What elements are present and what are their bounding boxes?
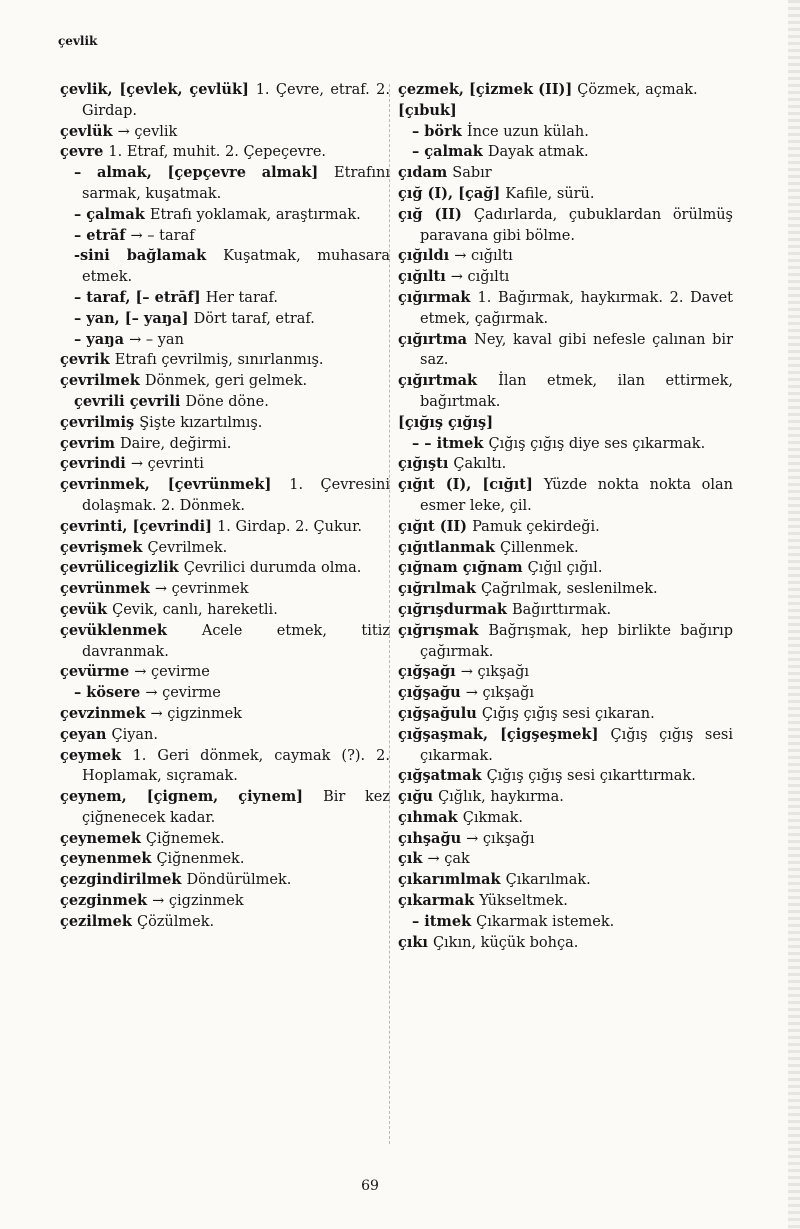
entry-definition: Pamuk çekirdeği. <box>472 518 600 535</box>
entry-definition: Çığlık, haykırma. <box>438 789 564 806</box>
entry-headword: – etrāf <box>74 226 131 244</box>
dictionary-entry <box>398 454 733 475</box>
dictionary-entry <box>60 163 390 205</box>
entry-headword: çevre <box>60 143 109 161</box>
dictionary-entry <box>60 309 390 330</box>
entry-headword: [çıbuk] <box>398 101 457 119</box>
entry-headword: çığıtlanmak <box>398 538 500 556</box>
dictionary-entry <box>60 246 390 288</box>
entry-headword: – kösere <box>74 684 146 702</box>
dictionary-entry <box>60 891 390 912</box>
dictionary-entry <box>60 122 390 143</box>
entry-headword: çevrinmek, [çevrünmek] <box>60 476 290 494</box>
dictionary-entry <box>398 787 733 808</box>
entry-headword: -sini bağlamak <box>74 247 224 265</box>
dictionary-entry <box>60 350 390 371</box>
dictionary-entry <box>398 870 733 891</box>
dictionary-entry <box>60 226 390 247</box>
entry-headword: – itmek <box>412 912 477 930</box>
dictionary-entry <box>398 434 733 455</box>
dictionary-entry <box>60 558 390 579</box>
dictionary-entry <box>398 475 733 517</box>
dictionary-entry <box>60 579 390 600</box>
entry-headword: çıkı <box>398 933 433 951</box>
dictionary-entry <box>60 413 390 434</box>
entry-headword: çevrik <box>60 351 115 369</box>
entry-headword: çevrim <box>60 434 121 452</box>
entry-headword: – çalmak <box>412 143 488 161</box>
entry-headword: çıhmak <box>398 808 463 826</box>
entry-headword: çığıldı <box>398 247 455 265</box>
entry-headword: çığşağu <box>398 684 466 702</box>
dictionary-entry <box>398 704 733 725</box>
entry-headword: – börk <box>412 122 467 140</box>
dictionary-entry <box>398 600 733 621</box>
entry-headword: çıhşağu <box>398 829 467 847</box>
entry-definition: → çevirme <box>145 685 221 702</box>
entry-headword: çığu <box>398 788 439 806</box>
entry-definition: Bir kez çiğnenecek kadar. <box>82 789 391 826</box>
entry-headword: çığşaşmak, [çigşeşmek] <box>398 725 611 743</box>
entry-headword: – çalmak <box>74 205 150 223</box>
entry-headword: [çığış çığış] <box>398 413 494 431</box>
dictionary-entry <box>60 517 390 538</box>
entry-headword: çevlük <box>60 122 118 140</box>
dictionary-entry <box>398 80 733 101</box>
entry-headword: çıdam <box>398 164 453 182</box>
entry-headword: çıkarımlmak <box>398 871 506 889</box>
dictionary-entry <box>398 829 733 850</box>
entry-definition: Çığış çığış sesi çıkarmak. <box>420 726 733 764</box>
entry-headword: çığ (II) <box>398 205 474 223</box>
dictionary-entry <box>60 475 390 517</box>
entry-definition: Dayak atmak. <box>487 144 589 161</box>
dictionary-entry <box>60 371 390 392</box>
entry-headword: – – itmek <box>412 434 489 452</box>
entry-definition: 1. Etraf, muhit. 2. Çepeçevre. <box>108 144 327 161</box>
entry-definition: Etrafını sarmak, kuşatmak. <box>82 165 390 202</box>
entry-headword: çevrinti, [çevrindi] <box>60 517 218 535</box>
entry-definition: Çakıltı. <box>453 456 507 473</box>
dictionary-entry <box>398 101 733 122</box>
entry-headword: çıkarmak <box>398 892 480 910</box>
entry-headword: çevrülicegizlik <box>60 559 184 577</box>
entry-definition: Çığış çığış diye ses çıkarmak. <box>488 435 706 452</box>
entry-headword: çığırtma <box>398 330 475 348</box>
right-column <box>398 80 733 953</box>
dictionary-entry <box>398 849 733 870</box>
entry-definition: → çigzinmek <box>152 893 244 910</box>
entry-definition: → – yan <box>129 331 184 348</box>
dictionary-entry <box>60 621 390 663</box>
entry-definition: 1. Girdap. 2. Çukur. <box>217 518 363 535</box>
entry-headword: çığnam çığnam <box>398 559 528 577</box>
entry-definition: Bağırttırmak. <box>511 601 612 618</box>
entry-definition: 1. Geri dönmek, caymak (?). 2. Hoplamak, sıçramak. <box>82 747 390 785</box>
dictionary-entry <box>398 122 733 143</box>
dictionary-entry <box>398 808 733 829</box>
running-header: çevlik <box>58 34 98 48</box>
entry-definition: → çevrinmek <box>154 581 249 598</box>
dictionary-entry <box>60 683 390 704</box>
entry-headword: – yaŋa <box>74 330 130 348</box>
entry-definition: Etrafı yoklamak, araştırmak. <box>149 206 361 223</box>
entry-headword: çevük <box>60 600 113 618</box>
entry-headword: – yan, [– yaŋa] <box>74 309 194 327</box>
entry-definition: 1. Çevresini dolaşmak. 2. Dönmek. <box>82 477 390 514</box>
entry-definition: İnce uzun külah. <box>466 123 589 140</box>
entry-definition: Daire, değirmi. <box>120 435 232 452</box>
entry-headword: çığırmak <box>398 288 478 306</box>
entry-headword: çığıt (II) <box>398 517 473 535</box>
entry-definition: Çevrilici durumda olma. <box>183 560 362 577</box>
dictionary-entry <box>398 246 733 267</box>
dictionary-entry <box>60 454 390 475</box>
entry-definition: Döne döne. <box>185 393 269 410</box>
entry-definition: → çıkşağı <box>460 664 530 681</box>
dictionary-entry <box>398 558 733 579</box>
entry-definition: Ney, kaval gibi nefesle çalınan bir saz. <box>420 331 733 369</box>
dictionary-entry <box>60 538 390 559</box>
entry-definition: Çevik, canlı, hareketli. <box>112 601 278 618</box>
dictionary-entry <box>398 288 733 330</box>
entry-headword: çığırtmak <box>398 372 499 390</box>
entry-definition: Çıkarmak istemek. <box>476 913 615 930</box>
entry-definition: Döndürülmek. <box>186 872 292 889</box>
entry-definition: → çevrinti <box>130 456 204 473</box>
dictionary-entry <box>398 330 733 372</box>
entry-headword: çezmek, [çizmek (II)] <box>398 81 578 98</box>
entry-definition: Sabır <box>452 165 492 182</box>
entry-definition: Çağrılmak, seslenilmek. <box>480 581 658 598</box>
entry-definition: Çığış çığış sesi çıkarttırmak. <box>486 768 696 785</box>
dictionary-entry <box>398 413 733 434</box>
entry-definition: → – taraf <box>130 227 195 244</box>
dictionary-entry <box>398 517 733 538</box>
dictionary-entry <box>60 704 390 725</box>
entry-headword: çığşatmak <box>398 767 487 785</box>
entry-definition: → çevirme <box>134 664 210 681</box>
entry-headword: çevrili çevrili <box>74 392 186 410</box>
entry-headword: çığıt (I), [cığıt] <box>398 476 544 494</box>
entry-definition: Çiğnemek. <box>145 830 225 847</box>
dictionary-entry <box>398 579 733 600</box>
entry-definition: Acele etmek, titiz davranmak. <box>82 622 390 660</box>
dictionary-entry <box>398 538 733 559</box>
entry-definition: Etrafı çevrilmiş, sınırlanmış. <box>114 352 324 369</box>
dictionary-entry <box>398 766 733 787</box>
dictionary-entry <box>60 434 390 455</box>
entry-definition: Çadırlarda, çubuklardan örülmüş paravana gibi bölme. <box>420 206 733 244</box>
entry-definition: Çığıl çığıl. <box>527 560 603 577</box>
entry-definition: Kafile, sürü. <box>505 185 595 202</box>
entry-headword: çevrişmek <box>60 538 148 556</box>
page-edge-shadow <box>788 0 800 1229</box>
entry-headword: çığıştı <box>398 455 454 473</box>
entry-definition: Çillenmek. <box>499 539 579 556</box>
dictionary-entry <box>60 849 390 870</box>
dictionary-entry <box>60 600 390 621</box>
dictionary-entry <box>60 870 390 891</box>
dictionary-entry <box>60 205 390 226</box>
dictionary-entry <box>60 662 390 683</box>
entry-headword: çezgindirilmek <box>60 871 187 889</box>
entry-headword: çezginmek <box>60 892 153 910</box>
entry-headword: çığşağulu <box>398 704 482 722</box>
left-column <box>60 80 390 933</box>
dictionary-entry <box>60 746 390 788</box>
entry-headword: çığrışdurmak <box>398 600 512 618</box>
entry-headword: çeymek <box>60 746 133 764</box>
entry-definition: 1. Çevre, etraf. 2. Girdap. <box>82 82 390 119</box>
dictionary-entry <box>398 184 733 205</box>
dictionary-entry <box>60 392 390 413</box>
dictionary-entry <box>398 142 733 163</box>
entry-headword: çeynem, [çignem, çiynem] <box>60 788 324 806</box>
entry-definition: İlan etmek, ilan ettirmek, bağırtmak. <box>420 373 733 410</box>
entry-definition: Dönmek, geri gelmek. <box>144 373 308 390</box>
dictionary-entry <box>60 80 390 122</box>
entry-headword: çezilmek <box>60 912 137 930</box>
entry-headword: çık <box>398 850 428 868</box>
entry-definition: → çak <box>427 851 470 868</box>
dictionary-entry <box>60 142 390 163</box>
entry-definition: Yüzde nokta nokta olan esmer leke, çil. <box>420 477 734 514</box>
entry-headword: çevrünmek <box>60 580 155 598</box>
entry-definition: Çözülmek. <box>136 913 215 930</box>
entry-definition: Dört taraf, etraf. <box>193 310 315 327</box>
entry-headword: çığrılmak <box>398 580 481 598</box>
dictionary-entry <box>398 891 733 912</box>
entry-headword: çığşağı <box>398 663 461 681</box>
entry-definition: Çevrilmek. <box>147 539 228 556</box>
entry-definition: → çevlik <box>117 123 178 140</box>
dictionary-entry <box>398 662 733 683</box>
entry-definition: → çigzinmek <box>150 705 242 722</box>
dictionary-entry <box>398 267 733 288</box>
dictionary-entry <box>60 288 390 309</box>
entry-headword: çevürme <box>60 663 135 681</box>
entry-definition: → çıkşağı <box>465 685 535 702</box>
entry-headword: çığ (I), [çağ] <box>398 184 506 202</box>
entry-definition: Çıkarılmak. <box>505 872 591 889</box>
entry-headword: çevrilmiş <box>60 413 140 431</box>
entry-headword: – taraf, [– etrāf] <box>74 288 206 306</box>
entry-headword: çeynenmek <box>60 850 157 868</box>
dictionary-entry <box>60 912 390 933</box>
entry-headword: çevrindi <box>60 455 131 473</box>
dictionary-entry <box>60 330 390 351</box>
dictionary-entry <box>398 621 733 663</box>
entry-headword: çığıltı <box>398 268 451 286</box>
entry-definition: Çıkın, küçük bohça. <box>432 934 579 951</box>
entry-headword: çevlik, [çevlek, çevlük] <box>60 81 256 98</box>
entry-definition: → cığıltı <box>454 248 513 265</box>
dictionary-entry <box>60 829 390 850</box>
entry-headword: çığrışmak <box>398 621 489 639</box>
entry-definition: Kuşatmak, muhasara etmek. <box>82 248 390 286</box>
entry-definition: Çıkmak. <box>462 809 524 826</box>
entry-definition: 1. Bağırmak, haykırmak. 2. Davet etmek, çağırmak. <box>420 289 733 327</box>
dictionary-entry <box>398 371 733 413</box>
entry-definition: Çözmek, açmak. <box>577 82 698 98</box>
dictionary-entry <box>398 205 733 247</box>
page-number: 69 <box>361 1178 379 1194</box>
entry-headword: çevzinmek <box>60 704 151 722</box>
entry-headword: çeyan <box>60 725 112 743</box>
entry-definition: Her taraf. <box>205 289 278 306</box>
dictionary-entry <box>60 725 390 746</box>
entry-definition: Çiyan. <box>111 726 158 743</box>
dictionary-entry <box>398 933 733 954</box>
entry-headword: – almak, [çepçevre almak] <box>74 164 335 182</box>
entry-definition: Şişte kızartılmış. <box>139 414 263 431</box>
dictionary-entry <box>398 912 733 933</box>
dictionary-entry <box>398 683 733 704</box>
entry-definition: Çiğnenmek. <box>156 851 245 868</box>
entry-definition: Yükseltmek. <box>479 893 568 910</box>
entry-headword: çevrilmek <box>60 372 145 390</box>
dictionary-entry <box>60 787 390 829</box>
entry-definition: → cığıltı <box>450 269 510 286</box>
entry-headword: çeynemek <box>60 829 146 847</box>
dictionary-entry <box>398 163 733 184</box>
dictionary-entry <box>398 725 733 767</box>
entry-definition: Bağrışmak, hep birlikte bağırıp çağırmak. <box>420 622 733 660</box>
entry-definition: Çığış çığış sesi çıkaran. <box>481 705 655 722</box>
entry-definition: → çıkşağı <box>466 830 535 847</box>
entry-headword: çevüklenmek <box>60 621 202 639</box>
